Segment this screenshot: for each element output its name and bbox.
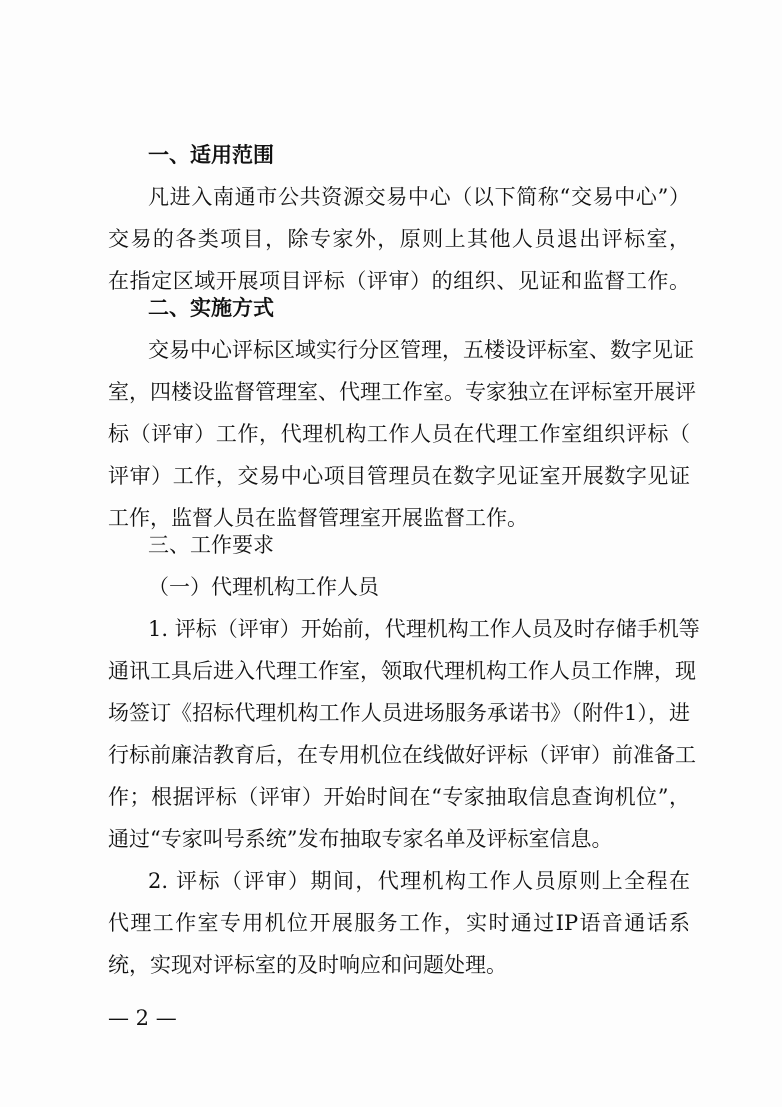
paragraph-line: 作；根据评标（评审）开始时间在“专家抽取信息查询机位”， <box>108 785 690 809</box>
paragraph-line: 代理工作室专用机位开展服务工作，实时通过IP语音通话系 <box>108 911 690 935</box>
paragraph-line: 交易的各类项目，除专家外，原则上其他人员退出评标室， <box>108 227 690 251</box>
paragraph-line: 室，四楼设监督管理室、代理工作室。专家独立在评标室开展评 <box>108 380 696 404</box>
paragraph-line: 工作，监督人员在监督管理室开展监督工作。 <box>108 506 528 530</box>
section-heading-scope: 一、适用范围 <box>148 143 274 167</box>
paragraph-line: 交易中心评标区域实行分区管理，五楼设评标室、数字见证 <box>148 338 694 362</box>
section-heading-requirements: 三、工作要求 <box>148 533 274 557</box>
paragraph-line: 凡进入南通市公共资源交易中心（以下简称“交易中心”） <box>148 185 690 209</box>
paragraph-line: 在指定区域开展项目评标（评审）的组织、见证和监督工作。 <box>108 269 690 293</box>
page-number: — 2 — <box>108 1006 177 1030</box>
paragraph-line: 行标前廉洁教育后，在专用机位在线做好评标（评审）前准备工 <box>108 743 696 767</box>
section-heading-implementation: 二、实施方式 <box>148 296 274 320</box>
paragraph-line: 评审）工作，交易中心项目管理员在数字见证室开展数字见证 <box>108 464 690 488</box>
paragraph-line: 通讯工具后进入代理工作室，领取代理机构工作人员工作牌，现 <box>108 659 696 683</box>
paragraph-line: 场签订《招标代理机构工作人员进场服务承诺书》（附件1），进 <box>108 701 690 725</box>
paragraph-line: 通过“专家叫号系统”发布抽取专家名单及评标室信息。 <box>108 827 613 851</box>
subsection-heading-agency-staff: （一）代理机构工作人员 <box>148 575 379 599</box>
paragraph-line: 2. 评标（评审）期间，代理机构工作人员原则上全程在 <box>148 869 690 893</box>
paragraph-line: 统，实现对评标室的及时响应和问题处理。 <box>108 953 507 977</box>
paragraph-line: 标（评审）工作，代理机构工作人员在代理工作室组织评标（ <box>108 422 690 446</box>
paragraph-line: 1. 评标（评审）开始前，代理机构工作人员及时存储手机等 <box>148 617 700 641</box>
